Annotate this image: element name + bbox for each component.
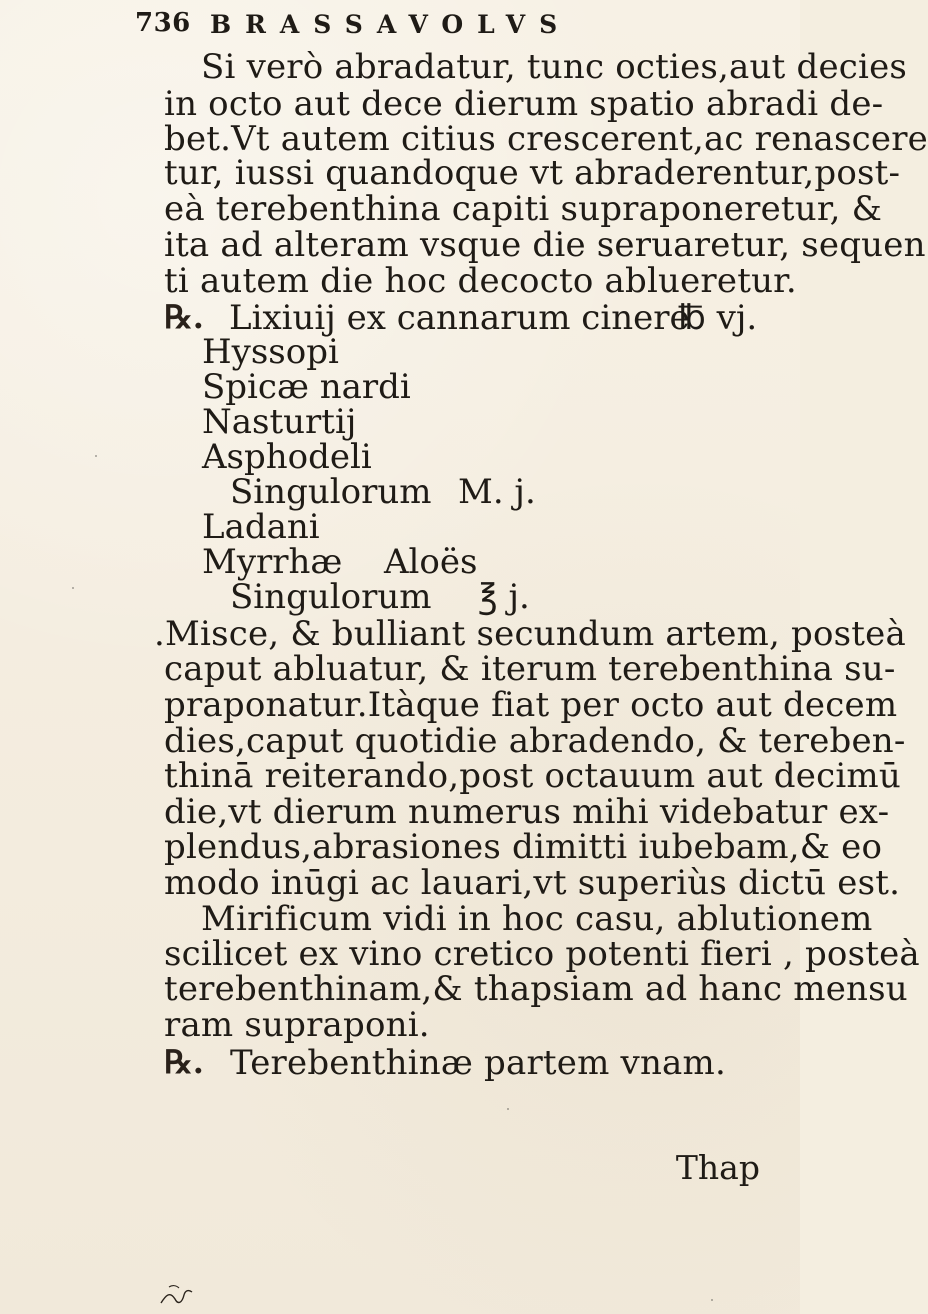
body-line-1: Si verò abradatur, tunc octies,aut decies — [201, 47, 908, 87]
after-recipe-line-10: scilicet ex vino cretico potenti fieri , posteà — [164, 934, 920, 974]
body-line-6: ita ad alteram vsque die seruaretur, sequen — [164, 225, 926, 265]
recipe-symbol-1: ℞. — [164, 298, 204, 336]
signature-mark — [158, 1281, 200, 1309]
after-recipe-line-4: dies,caput quotidie abradendo, & tereben- — [164, 721, 906, 761]
after-recipe-line-5: thinā reiterando,post octauum aut decimū — [164, 756, 901, 796]
body-line-4: tur, iussi quandoque vt abraderentur,post- — [164, 153, 901, 193]
after-recipe-line-2: caput abluatur, & iterum terebenthina su- — [164, 649, 896, 689]
ingredient-2-name: Hyssopi — [202, 332, 339, 372]
ingredient-8-qty: Aloës — [384, 542, 478, 582]
ingredient-1-qty: ℔ vj. — [678, 298, 758, 338]
after-recipe-line-8: modo inūgi ac lauari,vt superiùs dictū est. — [164, 863, 901, 903]
running-title: BRASSAVOLVS — [210, 10, 572, 39]
ingredient-6-name: Singulorum — [230, 472, 432, 512]
after-recipe-line-3: praponatur.Itàque fiat per octo aut decem — [164, 685, 898, 725]
ingredient-7-name: Ladani — [202, 507, 320, 547]
recipe-symbol-2: ℞. — [164, 1043, 204, 1081]
body-line-3: bet.Vt autem citius crescerent,ac renascere — [164, 119, 928, 159]
after-recipe-line-1: .Misce, & bulliant secundum artem, posteà — [154, 614, 906, 654]
after-recipe-line-7: plendus,abrasiones dimitti iubebam,& eo — [164, 827, 883, 867]
body-line-7: ti autem die hoc decocto ablueretur. — [164, 261, 797, 301]
paper-speck-2 — [72, 587, 74, 589]
catchword: Thap — [675, 1148, 760, 1187]
after-recipe-line-6: die,vt dierum numerus mihi videbatur ex- — [164, 792, 890, 832]
ingredient-9-qty: ℥ j. — [478, 577, 530, 617]
after-recipe-line-9: Mirificum vidi in hoc casu, ablutionem — [201, 899, 873, 939]
recipe-2-line: Terebenthinæ partem vnam. — [230, 1043, 726, 1083]
page-number: 736 — [135, 8, 191, 38]
after-recipe-line-11: terebenthinam,& thapsiam ad hanc mensu — [164, 969, 908, 1009]
ingredient-3-name: Spicæ nardi — [202, 367, 411, 407]
ingredient-4-name: Nasturtij — [202, 402, 357, 442]
paper-speck-1 — [95, 455, 97, 457]
ingredient-6-qty: M. j. — [458, 472, 536, 512]
after-recipe-line-12: ram supraponi. — [164, 1005, 430, 1045]
ingredient-9-name: Singulorum — [230, 577, 432, 617]
ingredient-5-name: Asphodeli — [202, 437, 372, 477]
body-line-5: eà terebenthina capiti supraponeretur, & — [164, 189, 883, 229]
paper-speck-4 — [711, 1299, 713, 1301]
paper-speck-3 — [507, 1108, 509, 1110]
body-line-2: in octo aut dece dierum spatio abradi de- — [164, 84, 884, 124]
ingredient-8-name: Myrrhæ — [202, 542, 343, 582]
ingredient-1-name: Lixiuij ex cannarum cinere — [229, 298, 690, 338]
